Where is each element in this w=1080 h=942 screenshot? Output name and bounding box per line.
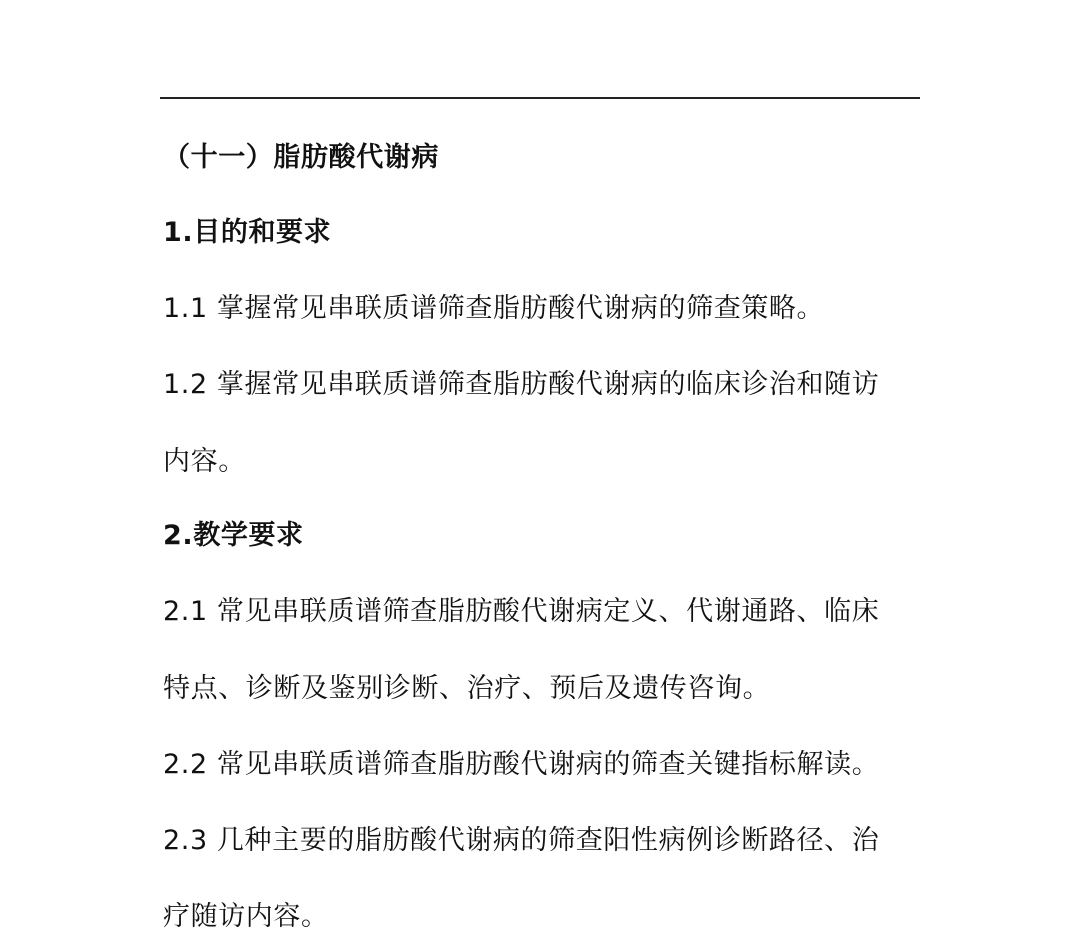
heading-teaching-requirements: 2.教学要求 [163, 520, 304, 551]
heading-purpose-requirements: 1.目的和要求 [163, 217, 332, 248]
item-1-1: 1.1 掌握常见串联质谱筛查脂肪酸代谢病的筛查策略。 [163, 293, 825, 324]
item-1-2-line1: 1.2 掌握常见串联质谱筛查脂肪酸代谢病的临床诊治和随访 [163, 369, 880, 400]
section-title: （十一）脂肪酸代谢病 [163, 142, 439, 173]
header-rule [160, 97, 920, 99]
item-2-1-line2: 特点、诊断及鉴别诊断、治疗、预后及遗传咨询。 [163, 673, 771, 704]
item-2-3-line1: 2.3 几种主要的脂肪酸代谢病的筛查阳性病例诊断路径、治 [163, 825, 880, 856]
item-1-2-line2: 内容。 [163, 446, 246, 477]
item-2-1-line1: 2.1 常见串联质谱筛查脂肪酸代谢病定义、代谢通路、临床 [163, 596, 880, 627]
item-2-2: 2.2 常见串联质谱筛查脂肪酸代谢病的筛查关键指标解读。 [163, 749, 880, 780]
item-2-3-line2: 疗随访内容。 [163, 901, 329, 932]
